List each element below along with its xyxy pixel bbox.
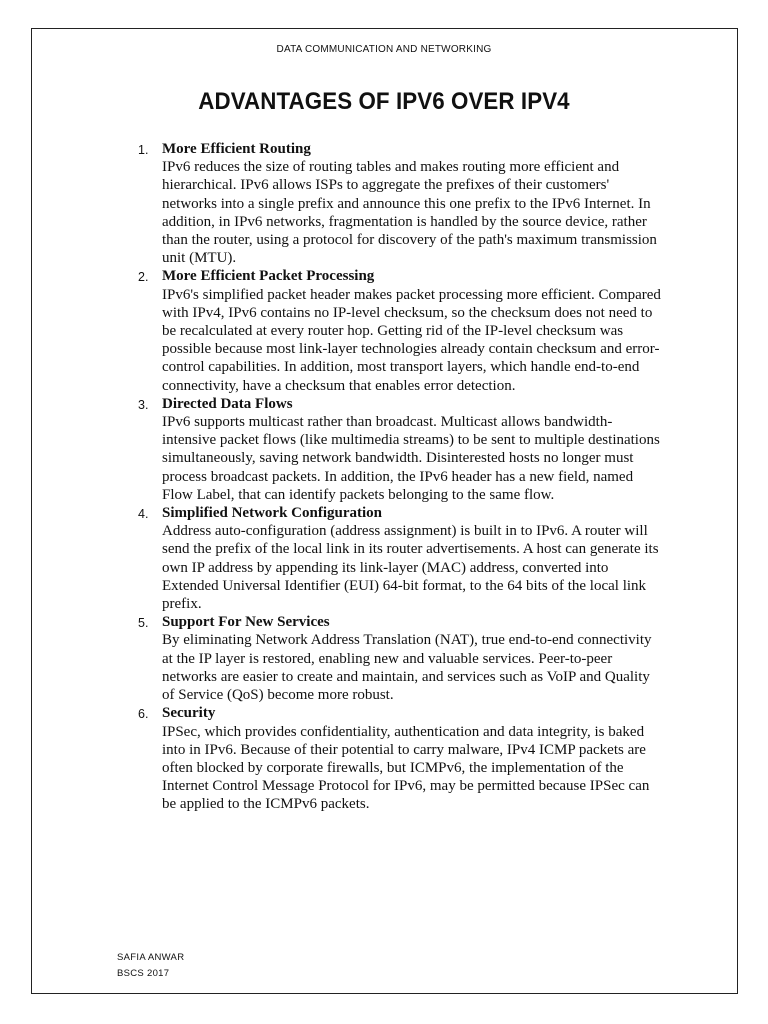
item-heading: Security	[162, 705, 216, 722]
item-body: By eliminating Network Address Translation (NAT), true end-to-end connectivity at the IP layer is restored, enabling new and valuable services. Peer-to-peer networks are easier to create and maintain, and services such as VoIP and Quality of Service (QoS) become more robust.	[162, 632, 652, 704]
item-body: IPSec, which provides confidentiality, authentication and data integrity, is baked into in IPv6. Because of their potential to carry malware, IPv4 ICMP packets are often blocked by corporate firewalls, but ICMPv6, the implementation of the Internet Control Message Protocol for IPv6, may be permitted because IPSec can be applied to the ICMPv6 packets.	[162, 723, 650, 813]
item-body: IPv6's simplified packet header makes packet processing more efficient. Compared with IPv4, IPv6 contains no IP-level checksum, so the checksum does not need to be recalculated at every router hop. Getting rid of the IP-level checksum was possible because most link-layer technologies already contain checksum and error-control capabilities. In addition, most transport layers, which handle end-to-end connectivity, have a checksum that enables error detection.	[162, 286, 661, 394]
item-number: 6.	[138, 707, 149, 722]
running-header: DATA COMMUNICATION AND NETWORKING	[276, 44, 492, 55]
advantages-list	[0, 140, 768, 814]
list-item	[0, 613, 662, 704]
list-item	[0, 504, 662, 613]
item-heading: Simplified Network Configuration	[162, 505, 383, 522]
item-number: 2.	[138, 270, 149, 285]
item-number: 4.	[138, 507, 149, 522]
item-number: 3.	[138, 397, 149, 412]
item-body: Address auto-configuration (address assignment) is built in to IPv6. A router will send the prefix of the local link in its router advertisements. A host can generate its own IP address by appending its link-layer (MAC) address, converted into Extended Universal Identifier (EUI) 64-bit format, to the 64 bits of the local link prefix.	[162, 523, 659, 613]
item-body: IPv6 supports multicast rather than broadcast. Multicast allows bandwidth-intensive packet flows (like multimedia streams) to be sent to multiple destinations simultaneously, saving network bandwidth. Disinterested hosts no longer must process broadcast packets. In addition, the IPv6 header has a new field, named Flow Label, that can identify packets belonging to the same flow.	[162, 414, 660, 503]
list-item	[0, 140, 662, 267]
item-body: IPv6 reduces the size of routing tables and makes routing more efficient and hierarchical. IPv6 allows ISPs to aggregate the prefixes of their customers' networks into a single prefix and announce this one prefix to the IPv6 Internet. In addition, in IPv6 networks, fragmentation is handled by the source device, rather than the router, using a protocol for discovery of the path's maximum transmission unit (MTU).	[162, 159, 657, 267]
footer-author: SAFIA ANWAR	[117, 952, 185, 963]
item-number: 1.	[138, 143, 149, 157]
item-heading: More Efficient Packet Processing	[162, 268, 375, 285]
item-number: 5.	[138, 616, 149, 631]
item-heading: Directed Data Flows	[162, 395, 293, 412]
list-item	[0, 395, 662, 504]
footer-program: BSCS 2017	[117, 968, 170, 979]
list-item	[0, 267, 662, 394]
item-heading: Support For New Services	[162, 614, 330, 631]
document-title: ADVANTAGES OF IPV6 OVER IPV4	[198, 88, 570, 115]
item-heading: More Efficient Routing	[162, 141, 311, 157]
list-item	[0, 704, 662, 813]
page-footer	[117, 950, 184, 982]
